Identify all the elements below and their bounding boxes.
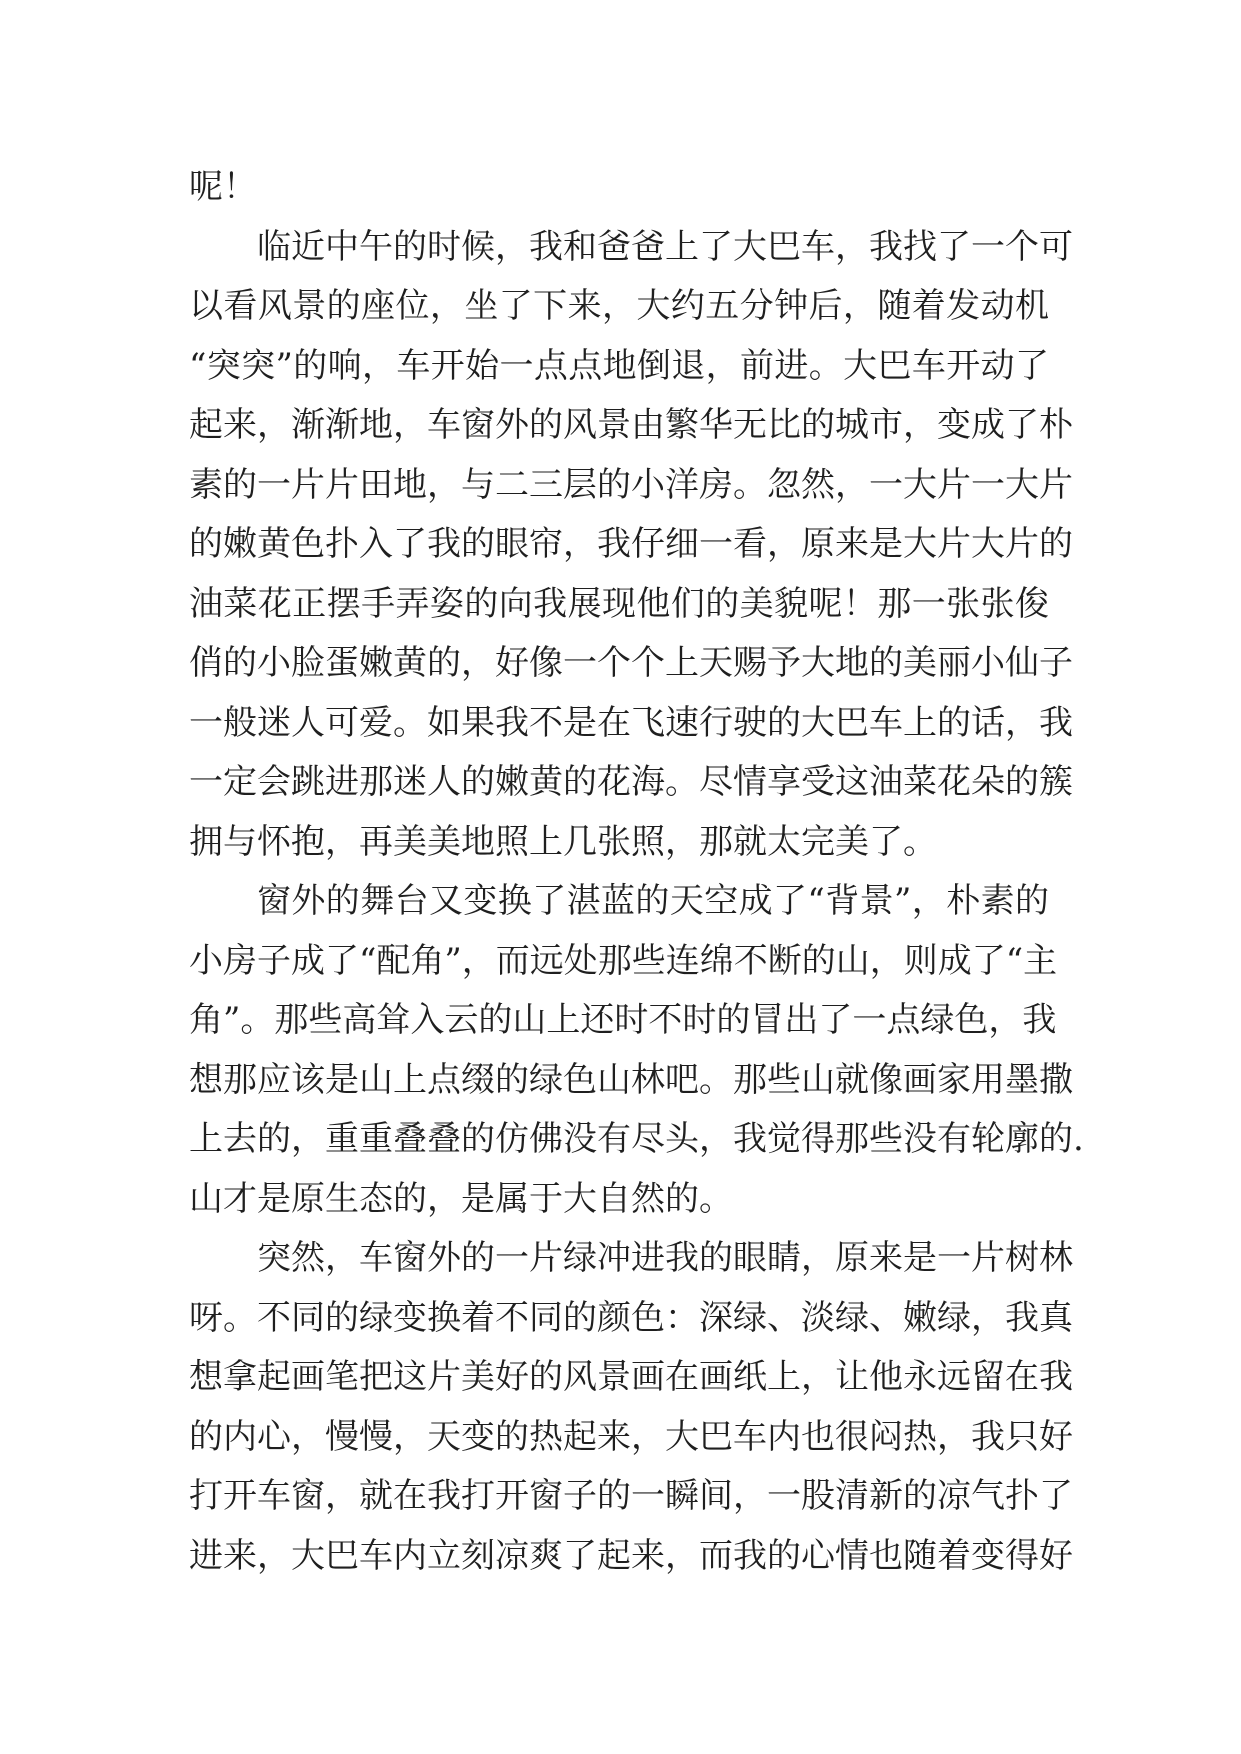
paragraph-3-line-1: 突然，车窗外的一片绿冲进我的眼睛，原来是一片树林 bbox=[257, 1238, 1073, 1278]
paragraph-1-line-1: 临近中午的时候，我和爸爸上了大巴车，我找了一个可 bbox=[257, 226, 1073, 267]
paragraph-3-line-3: 想拿起画笔把这片美好的风景画在画纸上，让他永远留在我 bbox=[189, 1357, 1073, 1397]
paragraph-1-line-5: 素的一片片田地，与二三层的小洋房。忽然，一大片一大片 bbox=[189, 464, 1073, 505]
paragraph-1-line-4: 起来，渐渐地，车窗外的风景由繁华无比的城市，变成了朴 bbox=[189, 405, 1073, 445]
paragraph-1-line-3: “突突”的响，车开始一点点地倒退，前进。大巴车开动了 bbox=[189, 345, 1049, 386]
paragraph-3-line-5: 打开车窗，就在我打开窗子的一瞬间，一股清新的凉气扑了 bbox=[189, 1476, 1073, 1516]
paragraph-2-line-1: 窗外的舞台又变换了湛蓝的天空成了“背景”，朴素的 bbox=[257, 881, 1049, 921]
paragraph-2-line-5: 上去的，重重叠叠的仿佛没有尽头，我觉得那些没有轮廓的. bbox=[189, 1119, 1084, 1159]
paragraph-3-line-2: 呀。不同的绿变换着不同的颜色：深绿、淡绿、嫩绿，我真 bbox=[189, 1297, 1073, 1338]
paragraph-1-line-10: 一定会跳进那迷人的嫩黄的花海。尽情享受这油菜花朵的簇 bbox=[189, 762, 1073, 802]
paragraph-1-line-6: 的嫩黄色扑入了我的眼帘，我仔细一看，原来是大片大片的 bbox=[189, 524, 1073, 564]
paragraph-3-line-4: 的内心，慢慢，天变的热起来，大巴车内也很闷热，我只好 bbox=[189, 1416, 1073, 1457]
paragraph-1-line-2: 以看风景的座位，坐了下来，大约五分钟后，随着发动机 bbox=[189, 286, 1049, 326]
text-line-1: 呢！ bbox=[189, 167, 257, 207]
paragraph-1-line-11: 拥与怀抱，再美美地照上几张照，那就太完美了。 bbox=[189, 821, 937, 862]
paragraph-1-line-7: 油菜花正摆手弄姿的向我展现他们的美貌呢！那一张张俊 bbox=[189, 583, 1049, 624]
paragraph-2-line-4: 想那应该是山上点缀的绿色山林吧。那些山就像画家用墨撒 bbox=[189, 1059, 1073, 1100]
paragraph-1-line-9: 一般迷人可爱。如果我不是在飞速行驶的大巴车上的话，我 bbox=[189, 702, 1073, 743]
paragraph-2-line-6: 山才是原生态的，是属于大自然的。 bbox=[189, 1178, 733, 1219]
document-body bbox=[189, 158, 1084, 1586]
paragraph-3-line-6: 进来，大巴车内立刻凉爽了起来，而我的心情也随着变得好 bbox=[189, 1535, 1073, 1576]
paragraph-2-line-3: 角”。那些高耸入云的山上还时不时的冒出了一点绿色，我 bbox=[189, 1000, 1057, 1040]
paragraph-2-line-2: 小房子成了“配角”，而远处那些连绵不断的山，则成了“主 bbox=[189, 940, 1058, 981]
paragraph-1-line-8: 俏的小脸蛋嫩黄的，好像一个个上天赐予大地的美丽小仙子 bbox=[189, 643, 1073, 683]
